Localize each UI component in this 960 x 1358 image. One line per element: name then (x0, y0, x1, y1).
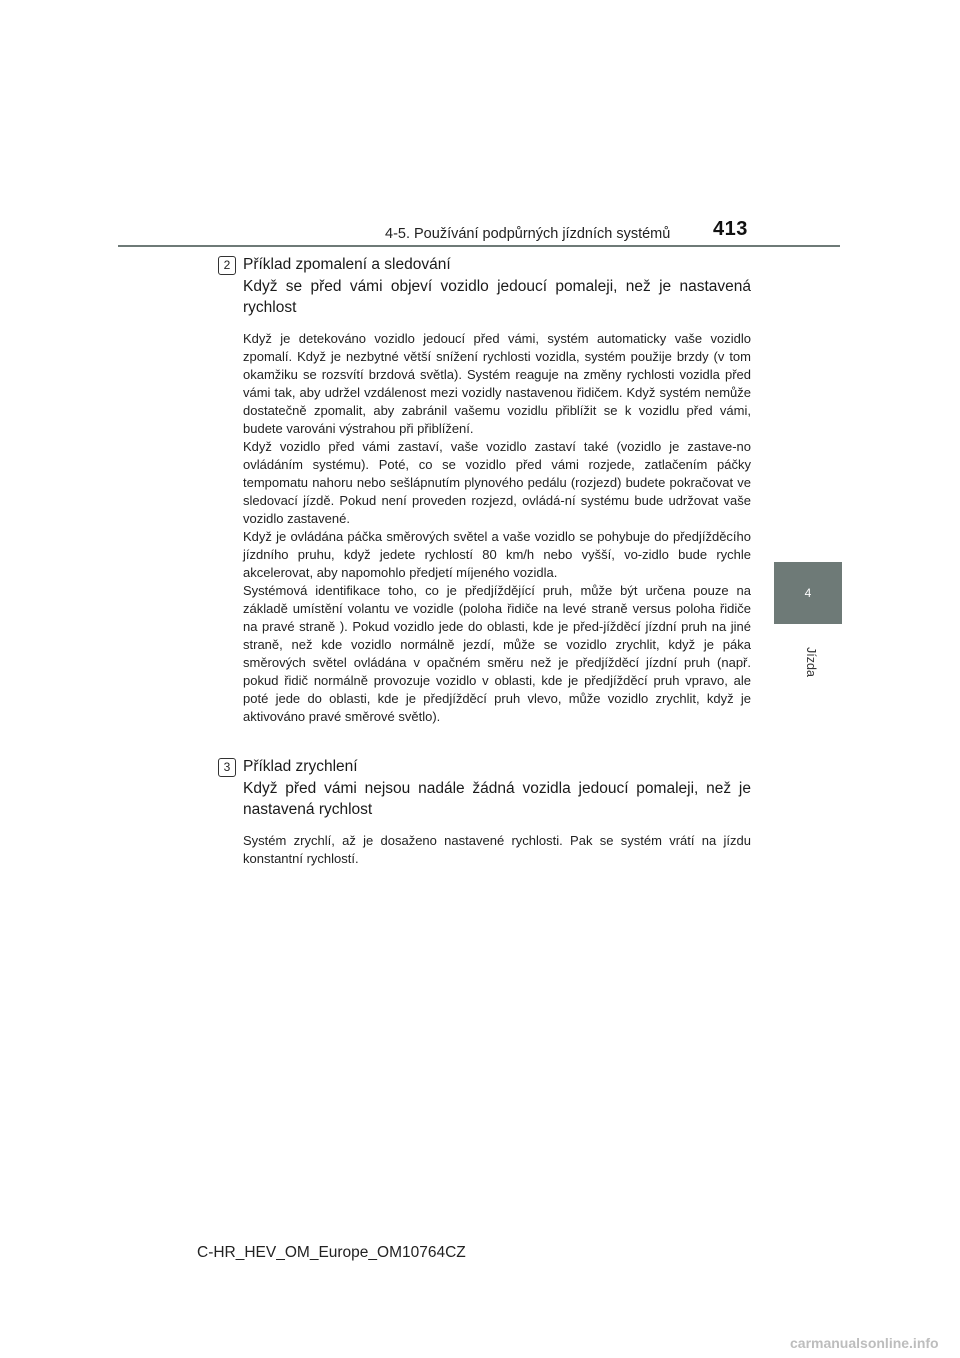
document-id: C-HR_HEV_OM_Europe_OM10764CZ (197, 1244, 466, 1261)
step-2-subtitle: Když se před vámi objeví vozidlo jedoucí pomaleji, než je nastavená rychlost (243, 278, 751, 316)
step-2-body (243, 330, 751, 726)
chapter-label: Jízda (804, 647, 818, 677)
step-2-paragraph: Systémová identifikace toho, co je předjíždějící pruh, může být určena pouze na základě umístění volantu ve vozidle (poloha řidiče na levé straně versus poloha řidiče na pravé straně ). Pokud vozidlo jede do oblasti, kde je před-jížděcí jízdní pruh na jiné straně, než kde vozidlo normálně jezdí, může se vozidlo zrychlit, když je páka směrových světel ovládána v opačném směru než je předjížděcí jízdní pruh (např. pokud řidič normálně provozuje vozidlo v oblasti, kde je předjížděcí pruh vpravo, ale poté jede do oblasti, kde je předjížděcí pruh vlevo, může vozidlo zrychlit, když je aktivováno pravé směrové světlo). (243, 583, 751, 724)
step-3-section (223, 756, 751, 868)
page-number: 413 (713, 218, 748, 240)
chapter-tab[interactable] (774, 562, 842, 624)
step-2-paragraph: Když je ovládána páčka směrových světel a vaše vozidlo se pohybuje do předjížděcího jízdního pruhu, když jedete rychlostí 80 km/h nebo vyšší, vo-zidlo bude rychle akcelerovat, aby napomohlo předjetí míjeného vozidla. (243, 529, 751, 580)
step-2-paragraph: Když je detekováno vozidlo jedoucí před vámi, systém automaticky vaše vozidlo zpomalí. Když je nezbytné větší snížení rychlosti vozidla, systém použije brzdy (v tom okamžiku se rozsvítí brzdová světla). Systém reaguje na změny rychlosti vozidla před vámi tak, aby udržel vzdálenost mezi vozidly nastavenou řidičem. Když systém nemůže dostatečně zpomalit, aby zabránil vašemu vozidlu přiblížit se k vozidlu před vámi, budete varováni výstrahou při přiblížení. (243, 331, 751, 436)
header-divider (118, 245, 840, 247)
watermark: carmanualsonline.info (790, 1335, 939, 1351)
step-3-number-badge: 3 (218, 758, 236, 777)
section-title: 4-5. Používání podpůrných jízdních systémů (385, 226, 671, 242)
step-3-subtitle: Když před vámi nejsou nadále žádná vozidla jedoucí pomaleji, než je nastavená rychlost (243, 780, 751, 818)
step-2-title: Příklad zpomalení a sledování (243, 256, 451, 273)
step-2-number-badge: 2 (218, 256, 236, 275)
step-3-title: Příklad zrychlení (243, 758, 358, 775)
step-2-section (223, 254, 751, 726)
step-2-paragraph: Když vozidlo před vámi zastaví, vaše vozidlo zastaví také (vozidlo je zastave-no ovládáním systému). Poté, co se vozidlo před vámi rozjede, zatlačením páčky tempomatu nahoru nebo sešlápnutím plynového pedálu (rozjezd) budete pokračovat ve sledovací jízdě. Pokud není proveden rozjezd, ovládá-ní systému bude udržovat vaše vozidlo zastavené. (243, 439, 751, 526)
step-3-body (243, 832, 751, 868)
step-3-paragraph: Systém zrychlí, až je dosaženo nastavené rychlosti. Pak se systém vrátí na jízdu konstantní rychlostí. (243, 833, 751, 866)
chapter-number: 4 (804, 586, 812, 600)
